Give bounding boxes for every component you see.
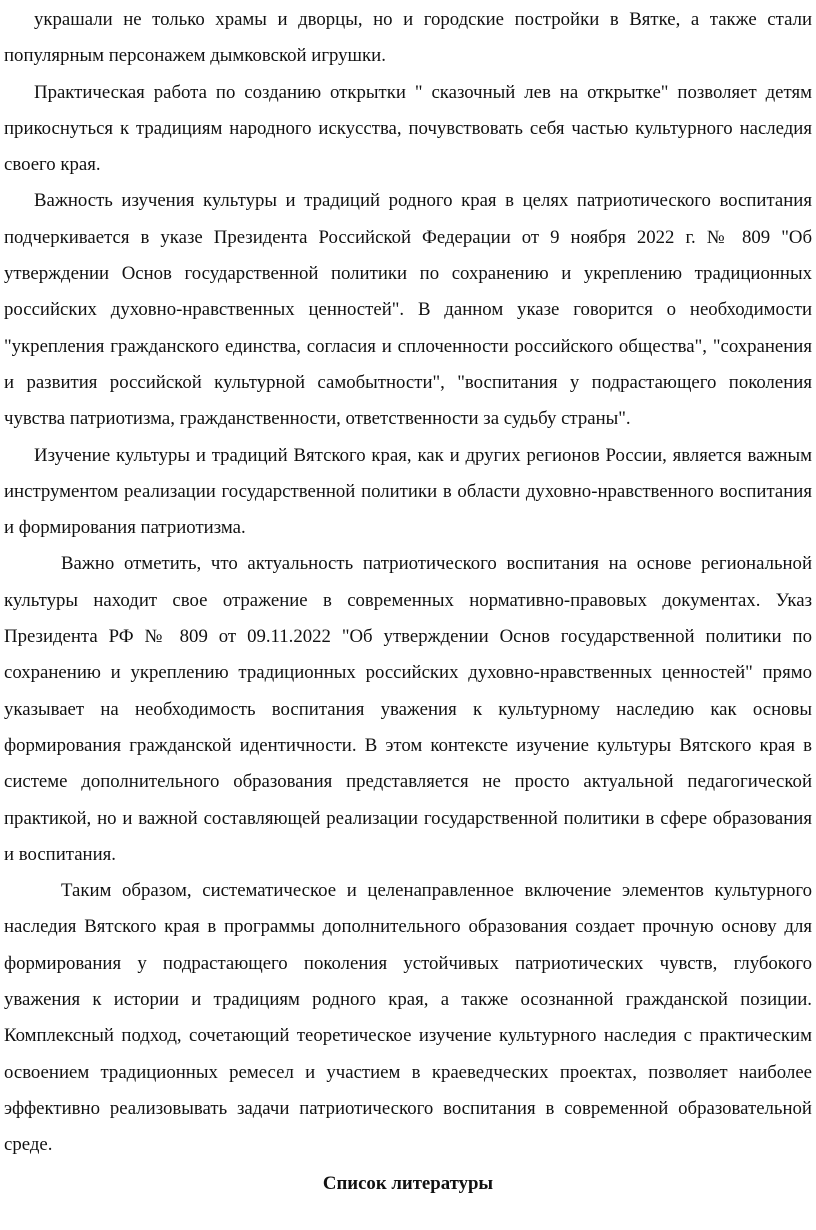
paragraph-4: Изучение культуры и традиций Вятского края, как и других регионов России, является важным инструментом реализации государственной политики в области духовно-нравственного воспитания и формирования патриотизма. xyxy=(4,444,812,539)
references-heading: Список литературы xyxy=(322,1172,494,1194)
paragraph-3: Важность изучения культуры и традиций родного края в целях патриотического воспитания подчеркивается в указе Президента Российской Федерации от 9 ноября 2022 г. № 809 "Об утверждении Основ государственной политики по сохранению и укреплению традиционных российских духовно-нравственных ценностей". В данном указе говорится о необходимости "укрепления гражданского единства, согласия и сплоченности российского общества", "сохранения и развития российской культурной самобытности", "воспитания у подрастающего поколения чувства патриотизма, гражданственности, ответственности за судьбу страны". xyxy=(4,190,812,430)
paragraph-6: Таким образом, систематическое и целенаправленное включение элементов культурного наследия Вятского края в программы дополнительного образования создает прочную основу для формирования у подрастающего поколения устойчивых патриотических чувств, глубокого уважения к истории и традициям родного края, а также осознанной гражданской позиции. Комплексный подход, сочетающий теоретическое изучение культурного наследия с практическим освоением традиционных ремесел и участием в краеведческих проектах, позволяет наиболее эффективно реализовывать задачи патриотического воспитания в современной образовательной среде. xyxy=(4,880,812,1156)
paragraph-5: Важно отметить, что актуальность патриотического воспитания на основе региональной культуры находит свое отражение в современных нормативно-правовых документах. Указ Президента РФ № 809 от 09.11.2022 "Об утверждении Основ государственной политики по сохранению и укреплению традиционных российских духовно-нравственных ценностей" прямо указывает на необходимость воспитания уважения к культурному наследию как основы формирования гражданской идентичности. В этом контексте изучение культуры Вятского края в системе дополнительного образования представляется не просто актуальной педагогической практикой, но и важной составляющей реализации государственной политики в сфере образования и воспитания. xyxy=(4,553,812,865)
paragraph-1: украшали не только храмы и дворцы, но и городские постройки в Вятке, а также стали популярным персонажем дымковской игрушки. xyxy=(4,9,812,67)
paragraph-2: Практическая работа по созданию открытки " сказочный лев на открытке" позволяет детям прикоснуться к традициям народного искусства, почувствовать себя частью культурного наследия своего края. xyxy=(4,81,812,176)
